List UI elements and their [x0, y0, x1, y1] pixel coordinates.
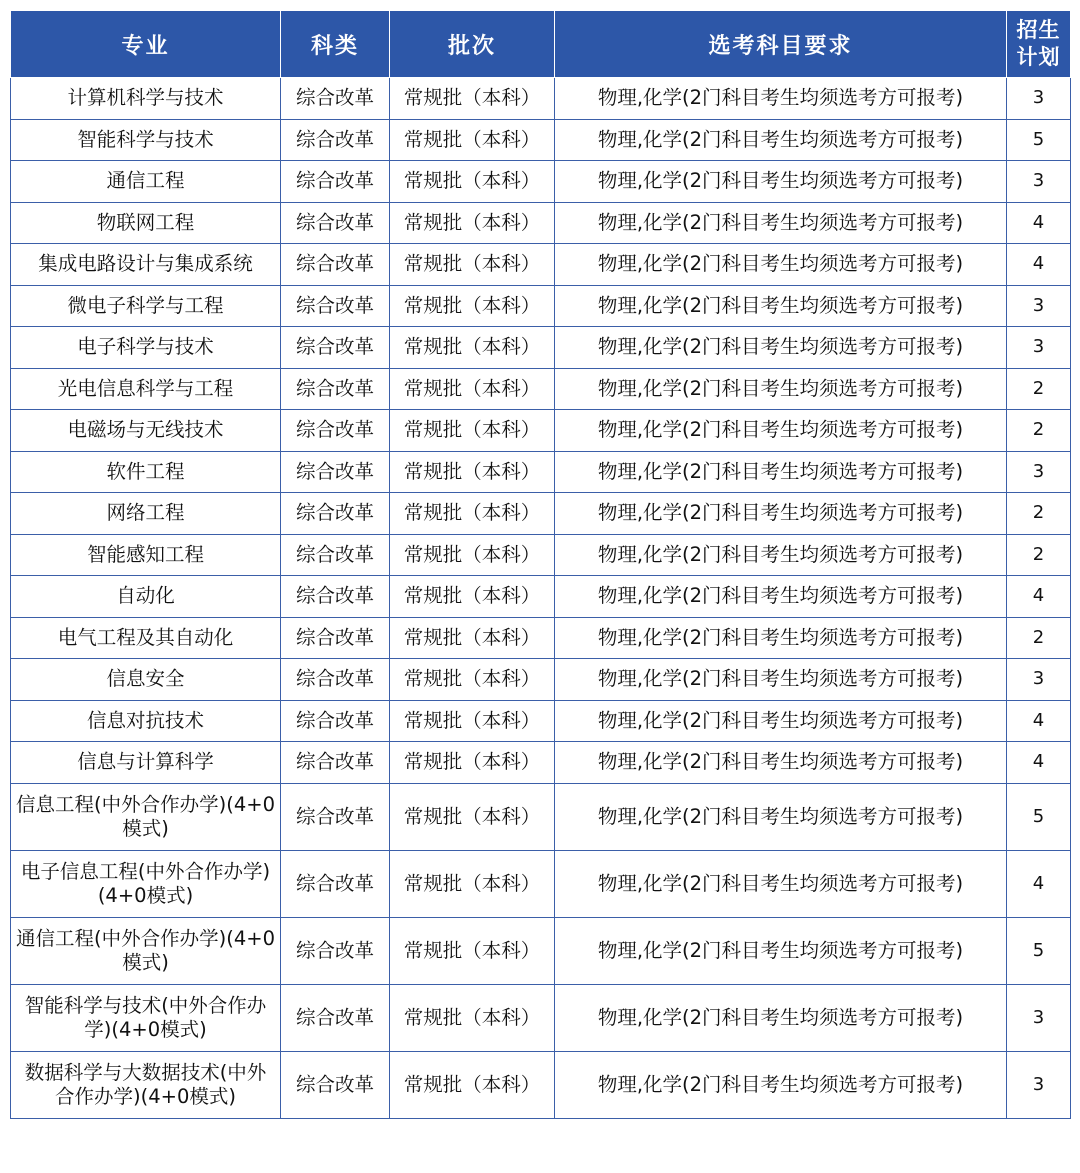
- subject-requirement-cell: 物理,化学(2门科目考生均须选考方可报考): [555, 410, 1007, 452]
- category-cell: 综合改革: [281, 700, 390, 742]
- enrollment-plan-cell: 3: [1007, 451, 1071, 493]
- enrollment-plan-cell: 4: [1007, 576, 1071, 618]
- category-cell: 综合改革: [281, 659, 390, 701]
- category-cell: 综合改革: [281, 917, 390, 984]
- major-cell: 智能科学与技术: [11, 119, 281, 161]
- header-row: [11, 11, 1071, 78]
- enrollment-plan-cell: 3: [1007, 659, 1071, 701]
- batch-cell: 常规批（本科）: [390, 78, 555, 120]
- subject-requirement-cell: 物理,化学(2门科目考生均须选考方可报考): [555, 493, 1007, 535]
- enrollment-plan-cell: 5: [1007, 119, 1071, 161]
- subject-requirement-cell: 物理,化学(2门科目考生均须选考方可报考): [555, 119, 1007, 161]
- major-cell: 信息与计算科学: [11, 742, 281, 784]
- subject-requirement-cell: 物理,化学(2门科目考生均须选考方可报考): [555, 534, 1007, 576]
- major-cell: 通信工程(中外合作办学)(4+0模式): [11, 917, 281, 984]
- table-row: [11, 161, 1071, 203]
- batch-cell: 常规批（本科）: [390, 202, 555, 244]
- batch-cell: 常规批（本科）: [390, 617, 555, 659]
- subject-requirement-cell: 物理,化学(2门科目考生均须选考方可报考): [555, 659, 1007, 701]
- major-cell: 网络工程: [11, 493, 281, 535]
- table-row: [11, 742, 1071, 784]
- category-cell: 综合改革: [281, 783, 390, 850]
- batch-cell: 常规批（本科）: [390, 742, 555, 784]
- category-cell: 综合改革: [281, 161, 390, 203]
- header-subject-requirement: 选考科目要求: [555, 11, 1007, 78]
- batch-cell: 常规批（本科）: [390, 659, 555, 701]
- table-row: [11, 410, 1071, 452]
- major-cell: 计算机科学与技术: [11, 78, 281, 120]
- major-cell: 电磁场与无线技术: [11, 410, 281, 452]
- batch-cell: 常规批（本科）: [390, 285, 555, 327]
- subject-requirement-cell: 物理,化学(2门科目考生均须选考方可报考): [555, 917, 1007, 984]
- table-row: [11, 493, 1071, 535]
- table-header: [11, 11, 1071, 78]
- enrollment-plan-cell: 3: [1007, 984, 1071, 1051]
- table-row: [11, 850, 1071, 917]
- subject-requirement-cell: 物理,化学(2门科目考生均须选考方可报考): [555, 576, 1007, 618]
- subject-requirement-cell: 物理,化学(2门科目考生均须选考方可报考): [555, 78, 1007, 120]
- enrollment-plan-cell: 2: [1007, 617, 1071, 659]
- category-cell: 综合改革: [281, 617, 390, 659]
- enrollment-plan-cell: 2: [1007, 493, 1071, 535]
- major-cell: 物联网工程: [11, 202, 281, 244]
- category-cell: 综合改革: [281, 410, 390, 452]
- subject-requirement-cell: 物理,化学(2门科目考生均须选考方可报考): [555, 285, 1007, 327]
- table-row: [11, 534, 1071, 576]
- header-plan-line1: 招生: [1016, 18, 1061, 42]
- category-cell: 综合改革: [281, 368, 390, 410]
- category-cell: 综合改革: [281, 850, 390, 917]
- subject-requirement-cell: 物理,化学(2门科目考生均须选考方可报考): [555, 850, 1007, 917]
- enrollment-plan-cell: 2: [1007, 368, 1071, 410]
- subject-requirement-cell: 物理,化学(2门科目考生均须选考方可报考): [555, 244, 1007, 286]
- major-cell: 信息对抗技术: [11, 700, 281, 742]
- category-cell: 综合改革: [281, 984, 390, 1051]
- table-row: [11, 327, 1071, 369]
- category-cell: 综合改革: [281, 742, 390, 784]
- table-row: [11, 119, 1071, 161]
- major-cell: 自动化: [11, 576, 281, 618]
- subject-requirement-cell: 物理,化学(2门科目考生均须选考方可报考): [555, 202, 1007, 244]
- category-cell: 综合改革: [281, 327, 390, 369]
- major-cell: 电气工程及其自动化: [11, 617, 281, 659]
- enrollment-plan-cell: 5: [1007, 917, 1071, 984]
- enrollment-plan-cell: 4: [1007, 202, 1071, 244]
- enrollment-plan-cell: 4: [1007, 742, 1071, 784]
- category-cell: 综合改革: [281, 1051, 390, 1118]
- subject-requirement-cell: 物理,化学(2门科目考生均须选考方可报考): [555, 742, 1007, 784]
- category-cell: 综合改革: [281, 119, 390, 161]
- category-cell: 综合改革: [281, 202, 390, 244]
- batch-cell: 常规批（本科）: [390, 451, 555, 493]
- table-row: [11, 917, 1071, 984]
- batch-cell: 常规批（本科）: [390, 700, 555, 742]
- major-cell: 通信工程: [11, 161, 281, 203]
- batch-cell: 常规批（本科）: [390, 368, 555, 410]
- category-cell: 综合改革: [281, 576, 390, 618]
- category-cell: 综合改革: [281, 451, 390, 493]
- header-batch: 批次: [390, 11, 555, 78]
- table-row: [11, 202, 1071, 244]
- major-cell: 数据科学与大数据技术(中外合作办学)(4+0模式): [11, 1051, 281, 1118]
- table-row: [11, 244, 1071, 286]
- batch-cell: 常规批（本科）: [390, 783, 555, 850]
- batch-cell: 常规批（本科）: [390, 161, 555, 203]
- major-cell: 软件工程: [11, 451, 281, 493]
- batch-cell: 常规批（本科）: [390, 410, 555, 452]
- subject-requirement-cell: 物理,化学(2门科目考生均须选考方可报考): [555, 451, 1007, 493]
- header-enrollment-plan: [1007, 11, 1071, 78]
- table-row: [11, 783, 1071, 850]
- major-cell: 电子科学与技术: [11, 327, 281, 369]
- enrollment-plan-cell: 3: [1007, 285, 1071, 327]
- table-row: [11, 984, 1071, 1051]
- batch-cell: 常规批（本科）: [390, 917, 555, 984]
- batch-cell: 常规批（本科）: [390, 534, 555, 576]
- major-cell: 微电子科学与工程: [11, 285, 281, 327]
- major-cell: 集成电路设计与集成系统: [11, 244, 281, 286]
- major-cell: 电子信息工程(中外合作办学)(4+0模式): [11, 850, 281, 917]
- batch-cell: 常规批（本科）: [390, 984, 555, 1051]
- major-cell: 信息工程(中外合作办学)(4+0模式): [11, 783, 281, 850]
- table-row: [11, 285, 1071, 327]
- major-cell: 智能科学与技术(中外合作办学)(4+0模式): [11, 984, 281, 1051]
- admissions-table-wrapper: [10, 10, 1070, 1119]
- admissions-table: [10, 10, 1071, 1119]
- batch-cell: 常规批（本科）: [390, 850, 555, 917]
- table-row: [11, 451, 1071, 493]
- subject-requirement-cell: 物理,化学(2门科目考生均须选考方可报考): [555, 617, 1007, 659]
- enrollment-plan-cell: 4: [1007, 700, 1071, 742]
- enrollment-plan-cell: 3: [1007, 161, 1071, 203]
- category-cell: 综合改革: [281, 78, 390, 120]
- table-row: [11, 1051, 1071, 1118]
- table-row: [11, 368, 1071, 410]
- header-category: 科类: [281, 11, 390, 78]
- category-cell: 综合改革: [281, 493, 390, 535]
- batch-cell: 常规批（本科）: [390, 1051, 555, 1118]
- subject-requirement-cell: 物理,化学(2门科目考生均须选考方可报考): [555, 327, 1007, 369]
- subject-requirement-cell: 物理,化学(2门科目考生均须选考方可报考): [555, 1051, 1007, 1118]
- enrollment-plan-cell: 3: [1007, 327, 1071, 369]
- subject-requirement-cell: 物理,化学(2门科目考生均须选考方可报考): [555, 984, 1007, 1051]
- enrollment-plan-cell: 2: [1007, 410, 1071, 452]
- major-cell: 信息安全: [11, 659, 281, 701]
- table-row: [11, 659, 1071, 701]
- batch-cell: 常规批（本科）: [390, 119, 555, 161]
- enrollment-plan-cell: 3: [1007, 78, 1071, 120]
- header-plan-line2: 计划: [1016, 45, 1061, 69]
- table-row: [11, 78, 1071, 120]
- table-row: [11, 700, 1071, 742]
- subject-requirement-cell: 物理,化学(2门科目考生均须选考方可报考): [555, 700, 1007, 742]
- category-cell: 综合改革: [281, 244, 390, 286]
- enrollment-plan-cell: 4: [1007, 244, 1071, 286]
- batch-cell: 常规批（本科）: [390, 327, 555, 369]
- category-cell: 综合改革: [281, 534, 390, 576]
- table-row: [11, 617, 1071, 659]
- subject-requirement-cell: 物理,化学(2门科目考生均须选考方可报考): [555, 161, 1007, 203]
- table-row: [11, 576, 1071, 618]
- batch-cell: 常规批（本科）: [390, 493, 555, 535]
- subject-requirement-cell: 物理,化学(2门科目考生均须选考方可报考): [555, 368, 1007, 410]
- major-cell: 光电信息科学与工程: [11, 368, 281, 410]
- header-major: 专业: [11, 11, 281, 78]
- batch-cell: 常规批（本科）: [390, 576, 555, 618]
- batch-cell: 常规批（本科）: [390, 244, 555, 286]
- major-cell: 智能感知工程: [11, 534, 281, 576]
- enrollment-plan-cell: 5: [1007, 783, 1071, 850]
- enrollment-plan-cell: 3: [1007, 1051, 1071, 1118]
- enrollment-plan-cell: 4: [1007, 850, 1071, 917]
- table-body: [11, 78, 1071, 1119]
- subject-requirement-cell: 物理,化学(2门科目考生均须选考方可报考): [555, 783, 1007, 850]
- category-cell: 综合改革: [281, 285, 390, 327]
- enrollment-plan-cell: 2: [1007, 534, 1071, 576]
